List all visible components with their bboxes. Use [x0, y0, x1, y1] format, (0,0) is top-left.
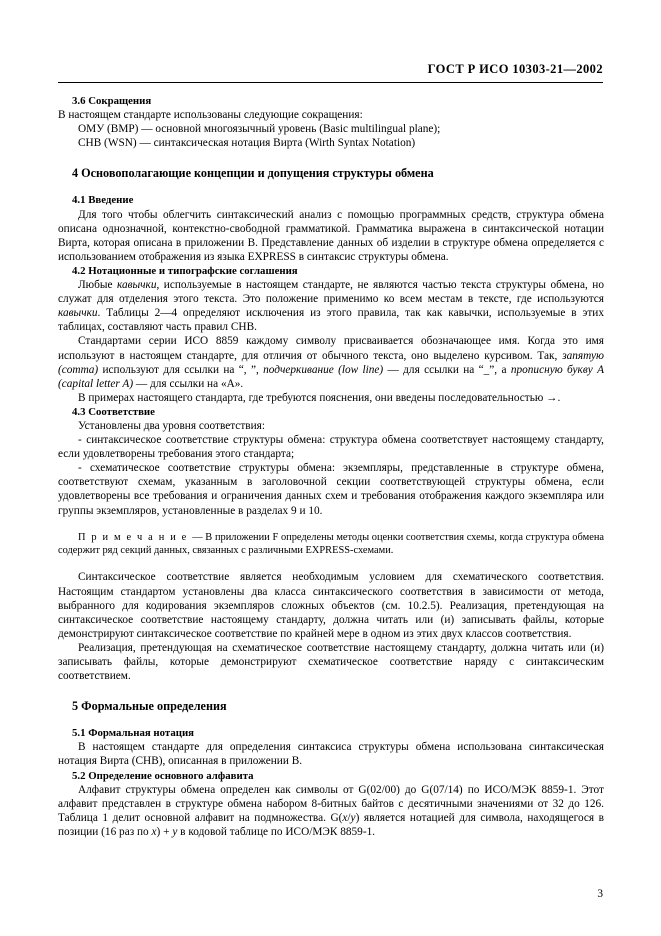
paragraph-4-3-5: Реализация, претендующая на схематическое соответствие настоящему стандарту, должна читать или (и) записывать файлы, которые демонстрируют схематическое соответствие наряду с синтаксическим соответствием.: [58, 641, 604, 683]
paragraph-4-2-3: В примерах настоящего стандарта, где требуются пояснения, они введены последовательностью →.: [78, 391, 561, 404]
header-divider: [58, 82, 603, 83]
paragraph-abbr-wsn: CHB (WSN) — синтаксическая нотация Вирта (Wirth Syntax Notation): [78, 137, 416, 150]
text-run: Стандартами серии ИСО 8859 каждому символу присваивается обозначающее имя. Когда это имя используют в настоящем стандарте, для отличия от обычного текста, оно выделено курсивом. Так,: [58, 335, 604, 362]
heading-4: 4 Основополагающие концепции и допущения структуры обмена: [72, 166, 434, 181]
paragraph-4-2-1: [58, 278, 604, 334]
paragraph-5-2-1: [58, 783, 604, 839]
heading-5: 5 Формальные определения: [72, 699, 227, 714]
heading-3-6: 3.6 Сокращения: [72, 95, 152, 107]
text-run: Любые: [78, 279, 117, 292]
text-run: используют для ссылки на “, ”,: [98, 363, 264, 376]
paragraph-abbr-bmp: ОМУ (BMP) — основной многоязычный уровень (Basic multilingual plane);: [78, 123, 441, 136]
note-text: — В приложении F определены методы оценки соответствия схемы, когда структура обмена содержит ряд секций данных, связанных с различными EXPRESS-схемами.: [58, 531, 604, 557]
paragraph-4-3-3: - схематическое соответствие структуры обмена: экземпляры, представленные в структуре обмена, соответствуют схемам, указанным в заголовочной секции соответствующей структуры обмена, если удовлетворены все требования и ограничения данных схем и требования отображения каждого экземпляра или группы экземпляров, установленные в разделах 9 и 10.: [58, 462, 604, 517]
paragraph-4-1-1: Для того чтобы облегчить синтаксический анализ с помощью программных средств, структура обмена описана однозначной, контекстно-свободной грамматикой. Грамматика выражена в синтаксической нотации Вирта, которая описана в приложении В. Представление данных об изделии в структуре обмена определяется с использованием отображения из языка EXPRESS в синтаксис структуры обмена.: [58, 208, 604, 263]
text-run: — для ссылки на «А».: [133, 377, 244, 390]
heading-5-2: 5.2 Определение основного алфавита: [72, 769, 254, 782]
note-4-3: [58, 531, 604, 558]
italic-term-quotes-1: кавычки: [116, 279, 157, 292]
text-run: /: [347, 811, 351, 824]
heading-4-3: 4.3 Соответствие: [72, 405, 155, 418]
italic-term-capital-a: прописную букву A (capital letter A): [58, 363, 604, 390]
document-header-title: ГОСТ Р ИСО 10303-21—2002: [427, 62, 603, 76]
text-run: Алфавит структуры обмена определен как символы от G(02/00) до G(07/14) по ИСО/МЭК 8859-1. Этот алфавит представлен в структуре обмена набором 8-битных байтов с десятичными значениями от 32 до 126. Таблица 1 делит основной алфавит на подмножества. G(: [58, 783, 604, 824]
text-run: . Таблицы 2—4 определяют исключения из этого правила, так как кавычки, используемые в этих таблицах, составляют часть правил СНВ.: [58, 307, 604, 334]
heading-4-2: 4.2 Нотационные и типографские соглашения: [72, 264, 298, 277]
italic-term-comma: запятую (comma): [58, 349, 604, 376]
text-run: — для ссылки на “_”, а: [383, 363, 511, 376]
paragraph-4-3-1: Установлены два уровня соответствия:: [78, 419, 265, 432]
italic-term-low-line: подчеркивание (low line): [263, 363, 384, 376]
paragraph-4-3-2: - синтаксическое соответствие структуры обмена: структура обмена соответствует настоящему стандарту, если удовлетворены требования этого стандарта;: [58, 434, 604, 461]
text-run: , используемые в настоящем стандарте, не являются частью текста структуры обмена, но служат для отделения этого текста. Это положение применимо ко всем местам в тексте, где используются: [58, 279, 604, 306]
paragraph-3-6-intro: В настоящем стандарте использованы следующие сокращения:: [58, 109, 363, 122]
page-number: 3: [597, 888, 603, 900]
note-label: П р и м е ч а н и е: [78, 531, 193, 543]
italic-var-y-1: y: [350, 811, 356, 824]
heading-4-1: 4.1 Введение: [72, 194, 134, 207]
paragraph-4-2-2: [58, 334, 604, 390]
heading-5-1: 5.1 Формальная нотация: [72, 727, 195, 740]
italic-term-quotes-2: кавычки: [58, 307, 98, 320]
document-body: [58, 94, 604, 839]
paragraph-5-1-1: В настоящем стандарте для определения синтаксиса структуры обмена использована синтаксическая нотация Вирта (СНВ), описанная в приложении В.: [58, 741, 604, 768]
text-run: ) +: [156, 825, 173, 838]
text-run: в кодовой таблице по ИСО/МЭК 8859-1.: [177, 825, 376, 838]
italic-var-y-2: y: [172, 825, 178, 838]
italic-var-x-2: x: [151, 825, 157, 838]
italic-var-x-1: x: [342, 811, 348, 824]
paragraph-4-3-4: Синтаксическое соответствие является необходимым условием для схематического соответствия. Настоящим стандартом установлены два класса синтаксического соответствия в зависимости от метода, выбранного для кодирования экземпляров сложных объектов (см. 10.2.5). Реализация, претендующая на синтаксическое соответствие настоящему стандарту, должна читать или (и) записывать файлы, которые демонстрируют синтаксическое соответствие по крайней мере в одном из этих двух классов соответствия.: [58, 571, 604, 640]
text-run: ) является нотацией для символа, находящегося в позиции (16 раз по: [58, 811, 604, 838]
